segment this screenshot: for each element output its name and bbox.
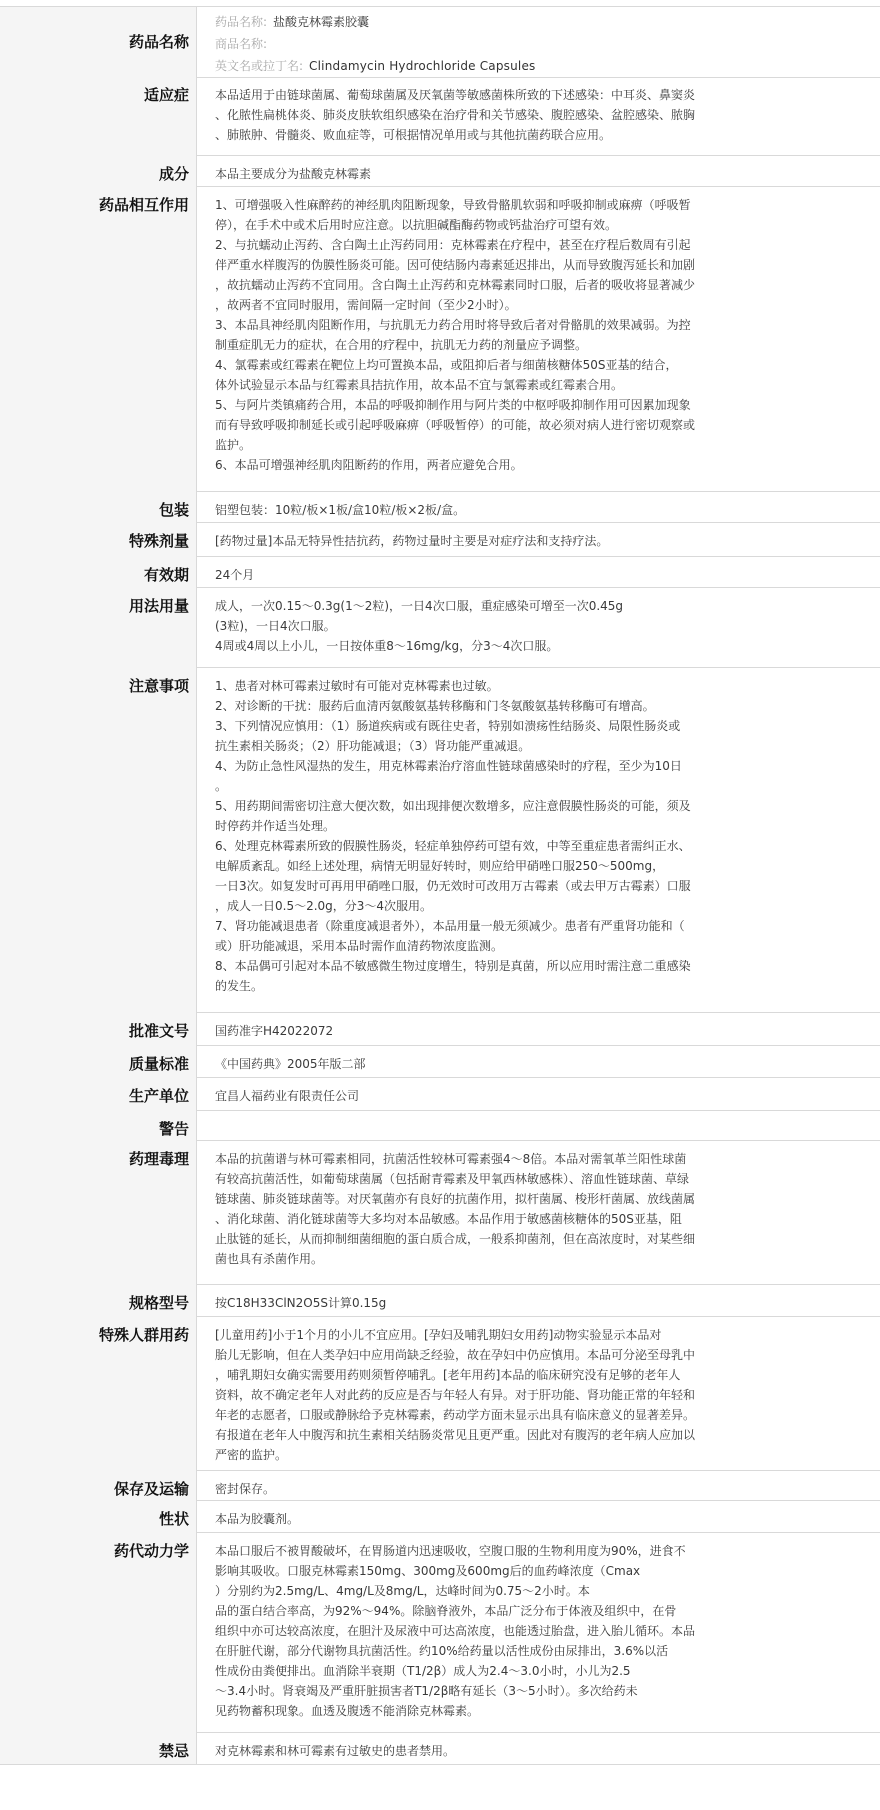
content-paragraph: 成人，一次0.15～0.3g(1～2粒)，一日4次口服，重症感染可增至一次0.45g (3粒)，一日4次口服。 4周或4周以上小儿，一日按体重8～16mg/kg，分3～4次口服。 bbox=[215, 599, 624, 653]
row-section bbox=[0, 667, 880, 1013]
row-section bbox=[0, 76, 880, 156]
drug-names-block bbox=[215, 11, 870, 77]
row-content bbox=[215, 195, 870, 475]
content-paragraph: 6、本品可增强神经肌肉阻断药的作用，两者应避免合用。 bbox=[215, 458, 523, 472]
row-label: 适应症 bbox=[0, 76, 197, 155]
row-section bbox=[0, 1500, 880, 1533]
content-paragraph: 宜昌人福药业有限责任公司 bbox=[215, 1089, 360, 1103]
row-content bbox=[215, 1054, 870, 1074]
row-section bbox=[0, 1532, 880, 1733]
english-name-key: 英文名或拉丁名: bbox=[215, 59, 304, 73]
content-paragraph: 本品适用于由链球菌属、葡萄球菌属及厌氧菌等敏感菌株所致的下述感染：中耳炎、鼻窦炎 、化脓性扁桃体炎、肺炎皮肤软组织感染在治疗骨和关节感染、腹腔感染、盆腔感染、脓胸 、肺脓肿、骨髓炎、败血症等，可根据情况单用或与其他抗菌药联合应用。 bbox=[215, 88, 696, 142]
content-paragraph: 3、本品具神经肌肉阻断作用，与抗肌无力药合用时将导致后者对骨骼肌的效果减弱。为控 制重症肌无力的症状，在合用的疗程中，抗肌无力药的剂量应予调整。 bbox=[215, 318, 691, 352]
row-label: 保存及运输 bbox=[0, 1470, 197, 1500]
content-paragraph: 24个月 bbox=[215, 568, 255, 582]
row-content bbox=[215, 1741, 870, 1761]
content-paragraph: 7、肾功能减退患者（除重度减退者外），本品用量一般无须减少。患者有严重肾功能和（ 或）肝功能减退，采用本品时需作血清药物浓度监测。 bbox=[215, 919, 685, 953]
content-paragraph: 本品的抗菌谱与林可霉素相同，抗菌活性较林可霉素强4～8倍。本品对需氧革兰阳性球菌 有较高抗菌活性，如葡萄球菌属（包括耐青霉素及甲氧西林敏感株）、溶血性链球菌、草绿 链球菌、肺炎链球菌等。对厌氧菌亦有良好的抗菌作用，拟杆菌属、梭形杆菌属、放线菌属 、消化球菌、消化链球菌等大多均对本品敏感。本品作用于敏感菌核糖体的50S亚基，阻 止肽链的延长，从而抑制细菌细胞的蛋白质合成，一般系抑菌剂，但在高浓度时，对某些细 菌也具有杀菌作用。 bbox=[215, 1152, 696, 1266]
trade-name-line bbox=[215, 33, 870, 55]
row-content bbox=[215, 1293, 870, 1313]
content-paragraph: 2、与抗蠕动止泻药、含白陶土止泻药同用：克林霉素在疗程中，甚至在疗程后数周有引起 伴严重水样腹泻的伪膜性肠炎可能。因可使结肠内毒素延迟排出，从而导致腹泻延长和加剧 ，故抗蠕动止泻药不宜同用。含白陶土止泻药和克林霉素同时口服，后者的吸收将显著减少 ，故两者不宜同时服用，需间隔一定时间（至少2小时）。 bbox=[215, 238, 696, 312]
row-label: 批准文号 bbox=[0, 1012, 197, 1045]
row-label: 禁忌 bbox=[0, 1732, 197, 1764]
row-section bbox=[0, 1012, 880, 1046]
row-label: 药理毒理 bbox=[0, 1140, 197, 1284]
content-paragraph: 3、下列情况应慎用：（1）肠道疾病或有既往史者，特别如溃疡性结肠炎、局限性肠炎或 抗生素相关肠炎；（2）肝功能减退；（3）肾功能严重减退。 bbox=[215, 719, 681, 753]
content-paragraph: 5、与阿片类镇痛药合用，本品的呼吸抑制作用与阿片类的中枢呼吸抑制作用可因累加现象 而有导致呼吸抑制延长或引起呼吸麻痹（呼吸暂停）的可能，故必须对病人进行密切观察或 监护。 bbox=[215, 398, 696, 452]
row-content bbox=[215, 531, 870, 551]
content-paragraph: 5、用药期间需密切注意大便次数，如出现排便次数增多，应注意假膜性肠炎的可能，须及 时停药并作适当处理。 bbox=[215, 799, 691, 833]
row-section bbox=[0, 1732, 880, 1765]
row-section bbox=[0, 1140, 880, 1285]
row-content bbox=[215, 1149, 870, 1269]
content-paragraph: 《中国药典》2005年版二部 bbox=[215, 1057, 366, 1071]
row-label: 药品名称 bbox=[0, 7, 197, 77]
row-label: 有效期 bbox=[0, 556, 197, 587]
content-paragraph: 铝塑包装：10粒/板×1板/盒10粒/板×2板/盒。 bbox=[215, 503, 466, 517]
row-content bbox=[215, 565, 870, 585]
english-name-value: Clindamycin Hydrochloride Capsules bbox=[309, 59, 536, 73]
content-paragraph: 4、为防止急性风湿热的发生，用克林霉素治疗溶血性链球菌感染时的疗程，至少为10日 。 bbox=[215, 759, 682, 793]
generic-name-key: 药品名称: bbox=[215, 15, 268, 29]
row-drug-names bbox=[0, 6, 880, 78]
row-section bbox=[0, 491, 880, 523]
row-content bbox=[215, 1086, 870, 1106]
row-label: 质量标准 bbox=[0, 1045, 197, 1077]
row-label: 注意事项 bbox=[0, 667, 197, 1012]
row-content bbox=[215, 1021, 870, 1041]
row-content bbox=[215, 676, 870, 996]
row-label: 规格型号 bbox=[0, 1284, 197, 1316]
generic-name-line bbox=[215, 11, 870, 33]
content-paragraph: 1、可增强吸入性麻醉药的神经肌肉阻断现象，导致骨骼肌软弱和呼吸抑制或麻痹（呼吸暂 停），在手术中或术后用时应注意。以抗胆碱酯酶药物或钙盐治疗可望有效。 bbox=[215, 198, 691, 232]
content-paragraph: 本品口服后不被胃酸破坏，在胃肠道内迅速吸收，空腹口服的生物利用度为90%，进食不 影响其吸收。口服克林霉素150mg、300mg及600mg后的血药峰浓度（Cmax ）分别约为2.5mg/L、4mg/L及8mg/L，达峰时间为0.75～2小时。本 品的蛋白结合率高，为92%～94%。除脑脊液外，本品广泛分布于体液及组织中，在骨 组织中亦可达较高浓度，在胆汁及尿液中可达高浓度，也能透过胎盘，进入胎儿循环。本品 在肝脏代谢，部分代谢物具抗菌活性。约10%给药量以活性成份由尿排出，3.6%以活 性成份由粪便排出。血消除半衰期（T1/2β）成人为2.4～3.0小时，小儿为2.5 ～3.4小时。肾衰竭及严重肝脏损害者T1/2β略有延长（3～5小时）。多次给药未 见药物蓄积现象。血透及腹透不能消除克林霉素。 bbox=[215, 1544, 696, 1718]
generic-name-value: 盐酸克林霉素胶囊 bbox=[273, 15, 370, 29]
content-paragraph: [儿童用药]小于1个月的小儿不宜应用。[孕妇及哺乳期妇女用药]动物实验显示本品对 胎儿无影响，但在人类孕妇中应用尚缺乏经验，故在孕妇中仍应慎用。本品可分泌至母乳中 ，哺乳期妇女确实需要用药则须暂停哺乳。[老年用药]本品的临床研究没有足够的老年人 资料，故不确定老年人对此药的反应是否与年轻人有异。对于肝功能、肾功能正常的年轻和 年老的志愿者，口服或静脉给予克林霉素，药动学方面未显示出具有临床意义的显著差异。 有报道在老年人中腹泻和抗生素相关结肠炎常见且更严重。因此对有腹泻的老年病人应加以 严密的监护。 bbox=[215, 1328, 696, 1462]
row-section bbox=[0, 1045, 880, 1078]
row-section bbox=[0, 522, 880, 557]
content-paragraph: 2、对诊断的干扰：服药后血清丙氨酸氨基转移酶和门冬氨酸氨基转移酶可有增高。 bbox=[215, 699, 655, 713]
content-paragraph: 密封保存。 bbox=[215, 1482, 276, 1496]
row-content bbox=[215, 85, 870, 145]
row-content bbox=[215, 164, 870, 184]
content-paragraph: 8、本品偶可引起对本品不敏感微生物过度增生，特别是真菌，所以应用时需注意二重感染 的发生。 bbox=[215, 959, 691, 993]
row-label: 生产单位 bbox=[0, 1077, 197, 1110]
row-content bbox=[215, 1479, 870, 1499]
row-label: 包装 bbox=[0, 491, 197, 522]
row-label: 用法用量 bbox=[0, 587, 197, 667]
content-paragraph: 4、氯霉素或红霉素在靶位上均可置换本品，或阻抑后者与细菌核糖体50S亚基的结合， 体外试验显示本品与红霉素具拮抗作用，故本品不宜与氯霉素或红霉素合用。 bbox=[215, 358, 678, 392]
row-section bbox=[0, 1284, 880, 1317]
row-label: 特殊剂量 bbox=[0, 522, 197, 556]
row-label: 药品相互作用 bbox=[0, 186, 197, 491]
row-label: 成分 bbox=[0, 155, 197, 186]
content-paragraph: 本品为胶囊剂。 bbox=[215, 1512, 300, 1526]
row-section bbox=[0, 186, 880, 492]
content-paragraph: 1、患者对林可霉素过敏时有可能对克林霉素也过敏。 bbox=[215, 679, 499, 693]
row-section bbox=[0, 556, 880, 588]
row-content bbox=[215, 1509, 870, 1529]
content-paragraph: 对克林霉素和林可霉素有过敏史的患者禁用。 bbox=[215, 1744, 456, 1758]
content-paragraph: 6、处理克林霉素所致的假膜性肠炎，轻症单独停药可望有效，中等至重症患者需纠正水、 电解质紊乱。如经上述处理，病情无明显好转时，则应给甲硝唑口服250～500mg， 一日3次。如复发时可再用甲硝唑口服，仍无效时可改用万古霉素（或去甲万古霉素）口服 ，成人一日0.5～2.0g，分3～4次服用。 bbox=[215, 839, 691, 913]
row-content bbox=[215, 1325, 870, 1465]
content-paragraph: 按C18H33ClN2O5S计算0.15g bbox=[215, 1296, 387, 1310]
row-section bbox=[0, 1316, 880, 1471]
trade-name-key: 商品名称: bbox=[215, 37, 268, 51]
row-label: 警告 bbox=[0, 1110, 197, 1140]
row-section bbox=[0, 587, 880, 668]
content-paragraph: [药物过量]本品无特异性拮抗药，药物过量时主要是对症疗法和支持疗法。 bbox=[215, 534, 609, 548]
row-content bbox=[215, 1541, 870, 1721]
row-label: 药代动力学 bbox=[0, 1532, 197, 1732]
row-section bbox=[0, 1470, 880, 1501]
row-content bbox=[215, 596, 870, 656]
content-paragraph: 国药准字H42022072 bbox=[215, 1024, 334, 1038]
row-label: 特殊人群用药 bbox=[0, 1316, 197, 1470]
english-name-line bbox=[215, 55, 870, 77]
content-paragraph: 本品主要成分为盐酸克林霉素 bbox=[215, 167, 372, 181]
row-label: 性状 bbox=[0, 1500, 197, 1532]
row-section bbox=[0, 1110, 880, 1141]
row-content bbox=[215, 500, 870, 520]
row-section bbox=[0, 155, 880, 187]
row-section bbox=[0, 1077, 880, 1111]
